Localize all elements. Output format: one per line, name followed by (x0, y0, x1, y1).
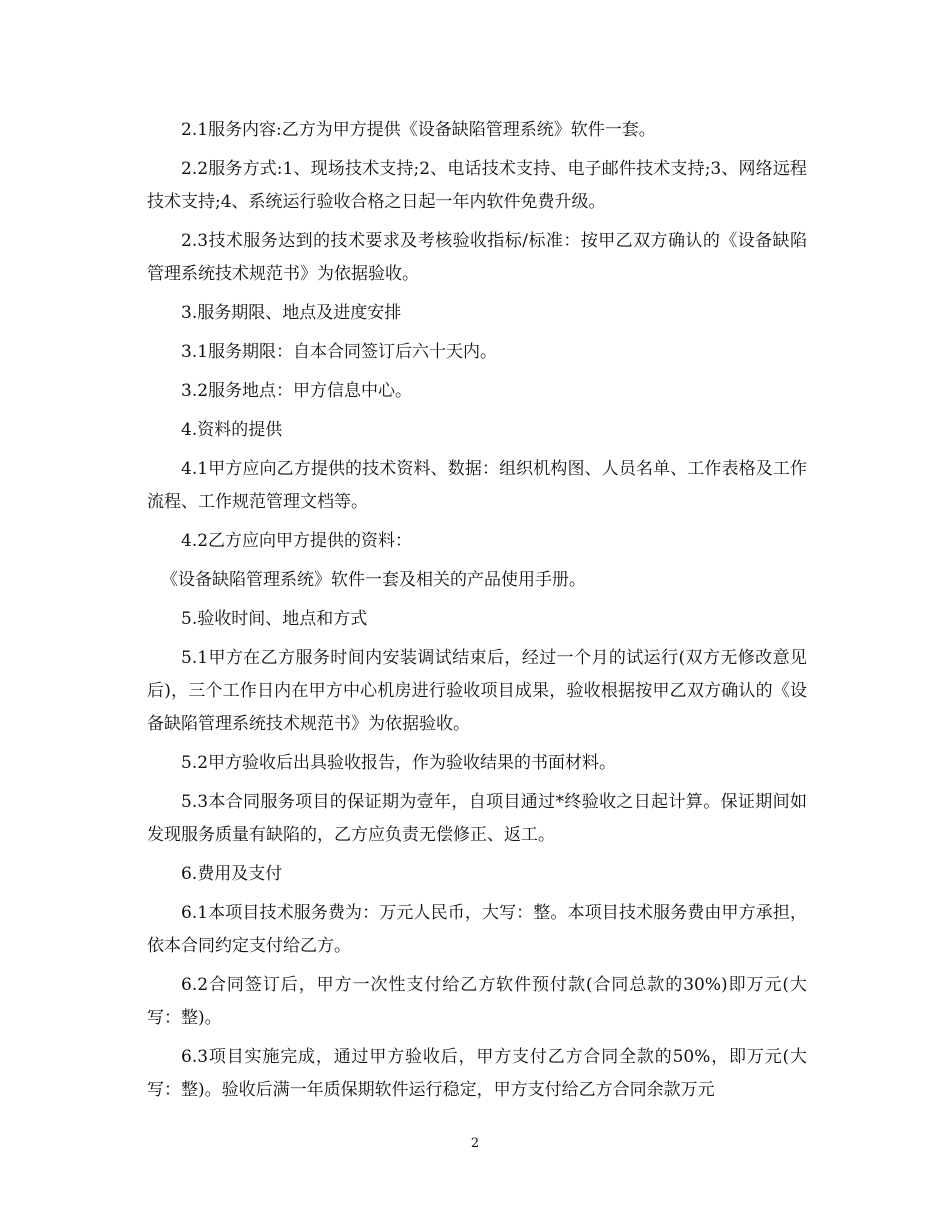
paragraph-6-3: 6.3项目实施完成，通过甲方验收后，甲方支付乙方合同全款的50%，即万元(大写：整)。验收后满一年质保期软件运行稳定，甲方支付给乙方合同余款万元 (147, 1047, 807, 1100)
paragraph-6-1: 6.1本项目技术服务费为：万元人民币，大写：整。本项目技术服务费由甲方承担，依本合同约定支付给乙方。 (147, 903, 807, 956)
page-number: 2 (470, 1136, 480, 1151)
paragraph-2-3: 2.3技术服务达到的技术要求及考核验收指标/标准：按甲乙双方确认的《设备缺陷管理系统技术规范书》为依据验收。 (147, 231, 807, 284)
section-heading-4: 4.资料的提供 (181, 420, 283, 440)
paragraph-5-2: 5.2甲方验收后出具验收报告，作为验收结果的书面材料。 (181, 753, 617, 773)
paragraph-5-3: 5.3本合同服务项目的保证期为壹年，自项目通过*终验收之日起计算。保证期间如发现服务质量有缺陷的，乙方应负责无偿修正、返工。 (147, 792, 807, 845)
section-heading-6: 6.费用及支付 (181, 864, 283, 884)
section-heading-3: 3.服务期限、地点及进度安排 (181, 303, 402, 323)
paragraph-4-2-detail: 《设备缺陷管理系统》软件一套及相关的产品使用手册。 (161, 570, 586, 590)
paragraph-2-2: 2.2服务方式:1、现场技术支持;2、电话技术支持、电子邮件技术支持;3、网络远程技术支持;4、系统运行验收合格之日起一年内软件免费升级。 (147, 159, 807, 212)
paragraph-5-1: 5.1甲方在乙方服务时间内安装调试结束后，经过一个月的试运行(双方无修改意见后)，三个工作日内在甲方中心机房进行验收项目成果，验收根据按甲乙双方确认的《设备缺陷管理系统技术规范书》为依据验收。 (147, 648, 807, 734)
paragraph-4-1: 4.1甲方应向乙方提供的技术资料、数据：组织机构图、人员名单、工作表格及工作流程、工作规范管理文档等。 (147, 459, 807, 512)
paragraph-3-2: 3.2服务地点：甲方信息中心。 (181, 381, 413, 401)
paragraph-3-1: 3.1服务期限：自本合同签订后六十天内。 (181, 342, 498, 362)
paragraph-4-2: 4.2乙方应向甲方提供的资料： (181, 531, 413, 551)
section-heading-5: 5.验收时间、地点和方式 (181, 609, 368, 629)
paragraph-2-1: 2.1服务内容:乙方为甲方提供《设备缺陷管理系统》软件一套。 (181, 120, 656, 140)
paragraph-6-2: 6.2合同签订后，甲方一次性支付给乙方软件预付款(合同总款的30%)即万元(大写：整)。 (147, 975, 807, 1028)
document-body (147, 114, 807, 1113)
